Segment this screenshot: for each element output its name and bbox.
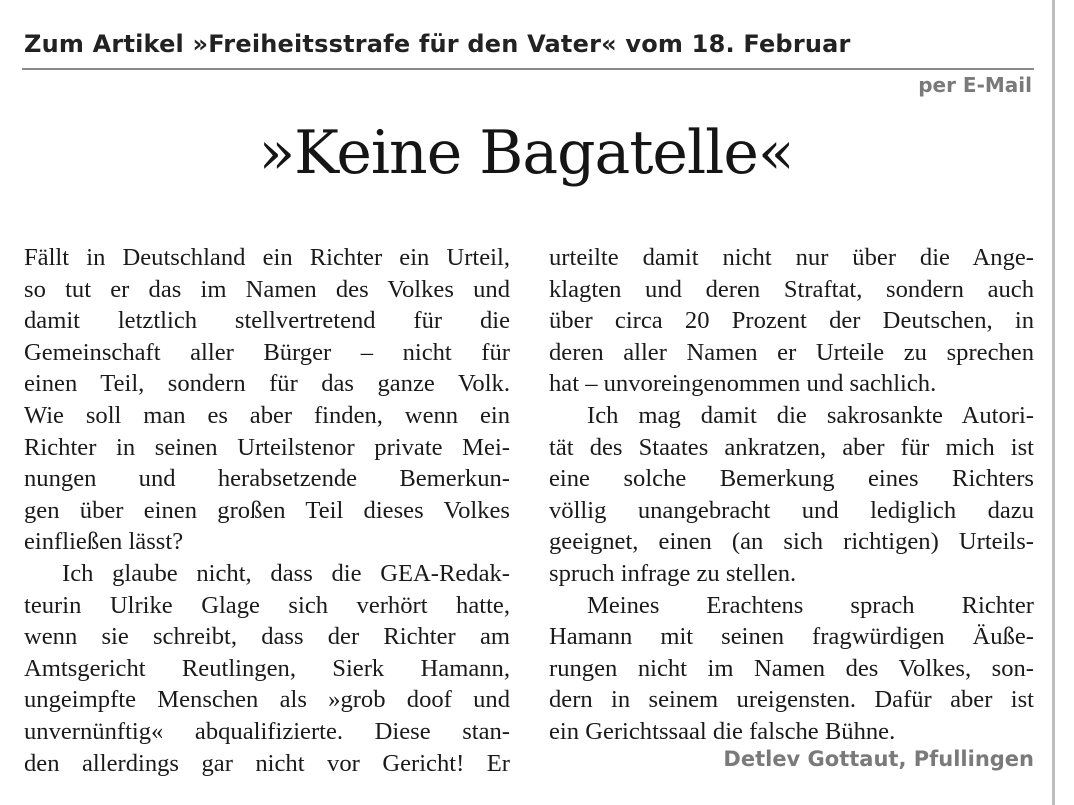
text-line: wenn sie schreibt, dass der Richter am	[24, 623, 510, 651]
text-line: rungen nicht im Namen des Volkes, son-	[549, 654, 1034, 682]
text-line: Richter in seinen Urteilstenor private Mei-	[24, 433, 510, 461]
text-line: Meines Erachtens sprach Richter	[587, 591, 1034, 619]
text-line: spruch infrage zu stellen.	[549, 559, 797, 587]
text-line: Hamann mit seinen fragwürdigen Äuße-	[549, 623, 1034, 651]
text-line: ungeimpfte Menschen als »grob doof und	[24, 686, 510, 714]
text-line: einen Teil, sondern für das ganze Volk.	[24, 370, 510, 398]
text-line: teurin Ulrike Glage sich verhört hatte,	[24, 591, 510, 619]
text-line: Wie soll man es aber finden, wenn ein	[24, 401, 510, 429]
text-line: hat – unvoreingenommen und sachlich.	[549, 370, 937, 398]
text-line: Amtsgericht Reutlingen, Sierk Hamann,	[24, 654, 510, 682]
text-line: ein Gerichtssaal die falsche Bühne.	[549, 717, 896, 745]
text-line: urteilte damit nicht nur über die Ange-	[549, 244, 1034, 271]
text-line: deren aller Namen er Urteile zu sprechen	[549, 338, 1034, 366]
article-reference: Zum Artikel »Freiheitsstrafe für den Vater« vom 18. Februar	[24, 30, 851, 58]
text-line: unvernünftig« abqualifizierte. Diese stan-	[24, 717, 510, 745]
header-divider	[22, 68, 1034, 70]
text-column-right	[549, 242, 1034, 748]
text-line: nungen und herabsetzende Bemerkun-	[24, 465, 510, 493]
text-line: über circa 20 Prozent der Deutschen, in	[549, 307, 1034, 335]
letter-headline: »Keine Bagatelle«	[258, 118, 794, 188]
text-line: einfließen lässt?	[24, 528, 184, 556]
text-line: eine solche Bemerkung eines Richters	[549, 465, 1034, 493]
text-line: tät des Staates ankratzen, aber für mich ist	[549, 433, 1034, 461]
author-signature: Detlev Gottaut, Pfullingen	[723, 747, 1034, 771]
text-line: völlig unangebracht und lediglich dazu	[549, 496, 1034, 524]
text-line: den allerdings gar nicht vor Gericht! Er	[24, 749, 510, 777]
text-line: Ich mag damit die sakrosankte Autori-	[587, 401, 1034, 429]
text-line: klagten und deren Straftat, sondern auch	[549, 275, 1034, 303]
text-line: Fällt in Deutschland ein Richter ein Urteil,	[24, 244, 510, 271]
text-column-left	[24, 242, 510, 779]
text-line: gen über einen großen Teil dieses Volkes	[24, 496, 510, 524]
text-line: so tut er das im Namen des Volkes und	[24, 275, 510, 303]
submission-source: per E-Mail	[918, 73, 1032, 97]
text-line: damit letztlich stellvertretend für die	[24, 307, 510, 335]
text-line: dern in seinem ureigensten. Dafür aber ist	[549, 686, 1034, 714]
text-line: Ich glaube nicht, dass die GEA-Redak-	[62, 559, 510, 587]
text-line: Gemeinschaft aller Bürger – nicht für	[24, 338, 510, 366]
text-line: geeignet, einen (an sich richtigen) Urteils-	[549, 528, 1034, 556]
page-edge-rule	[1052, 0, 1055, 805]
